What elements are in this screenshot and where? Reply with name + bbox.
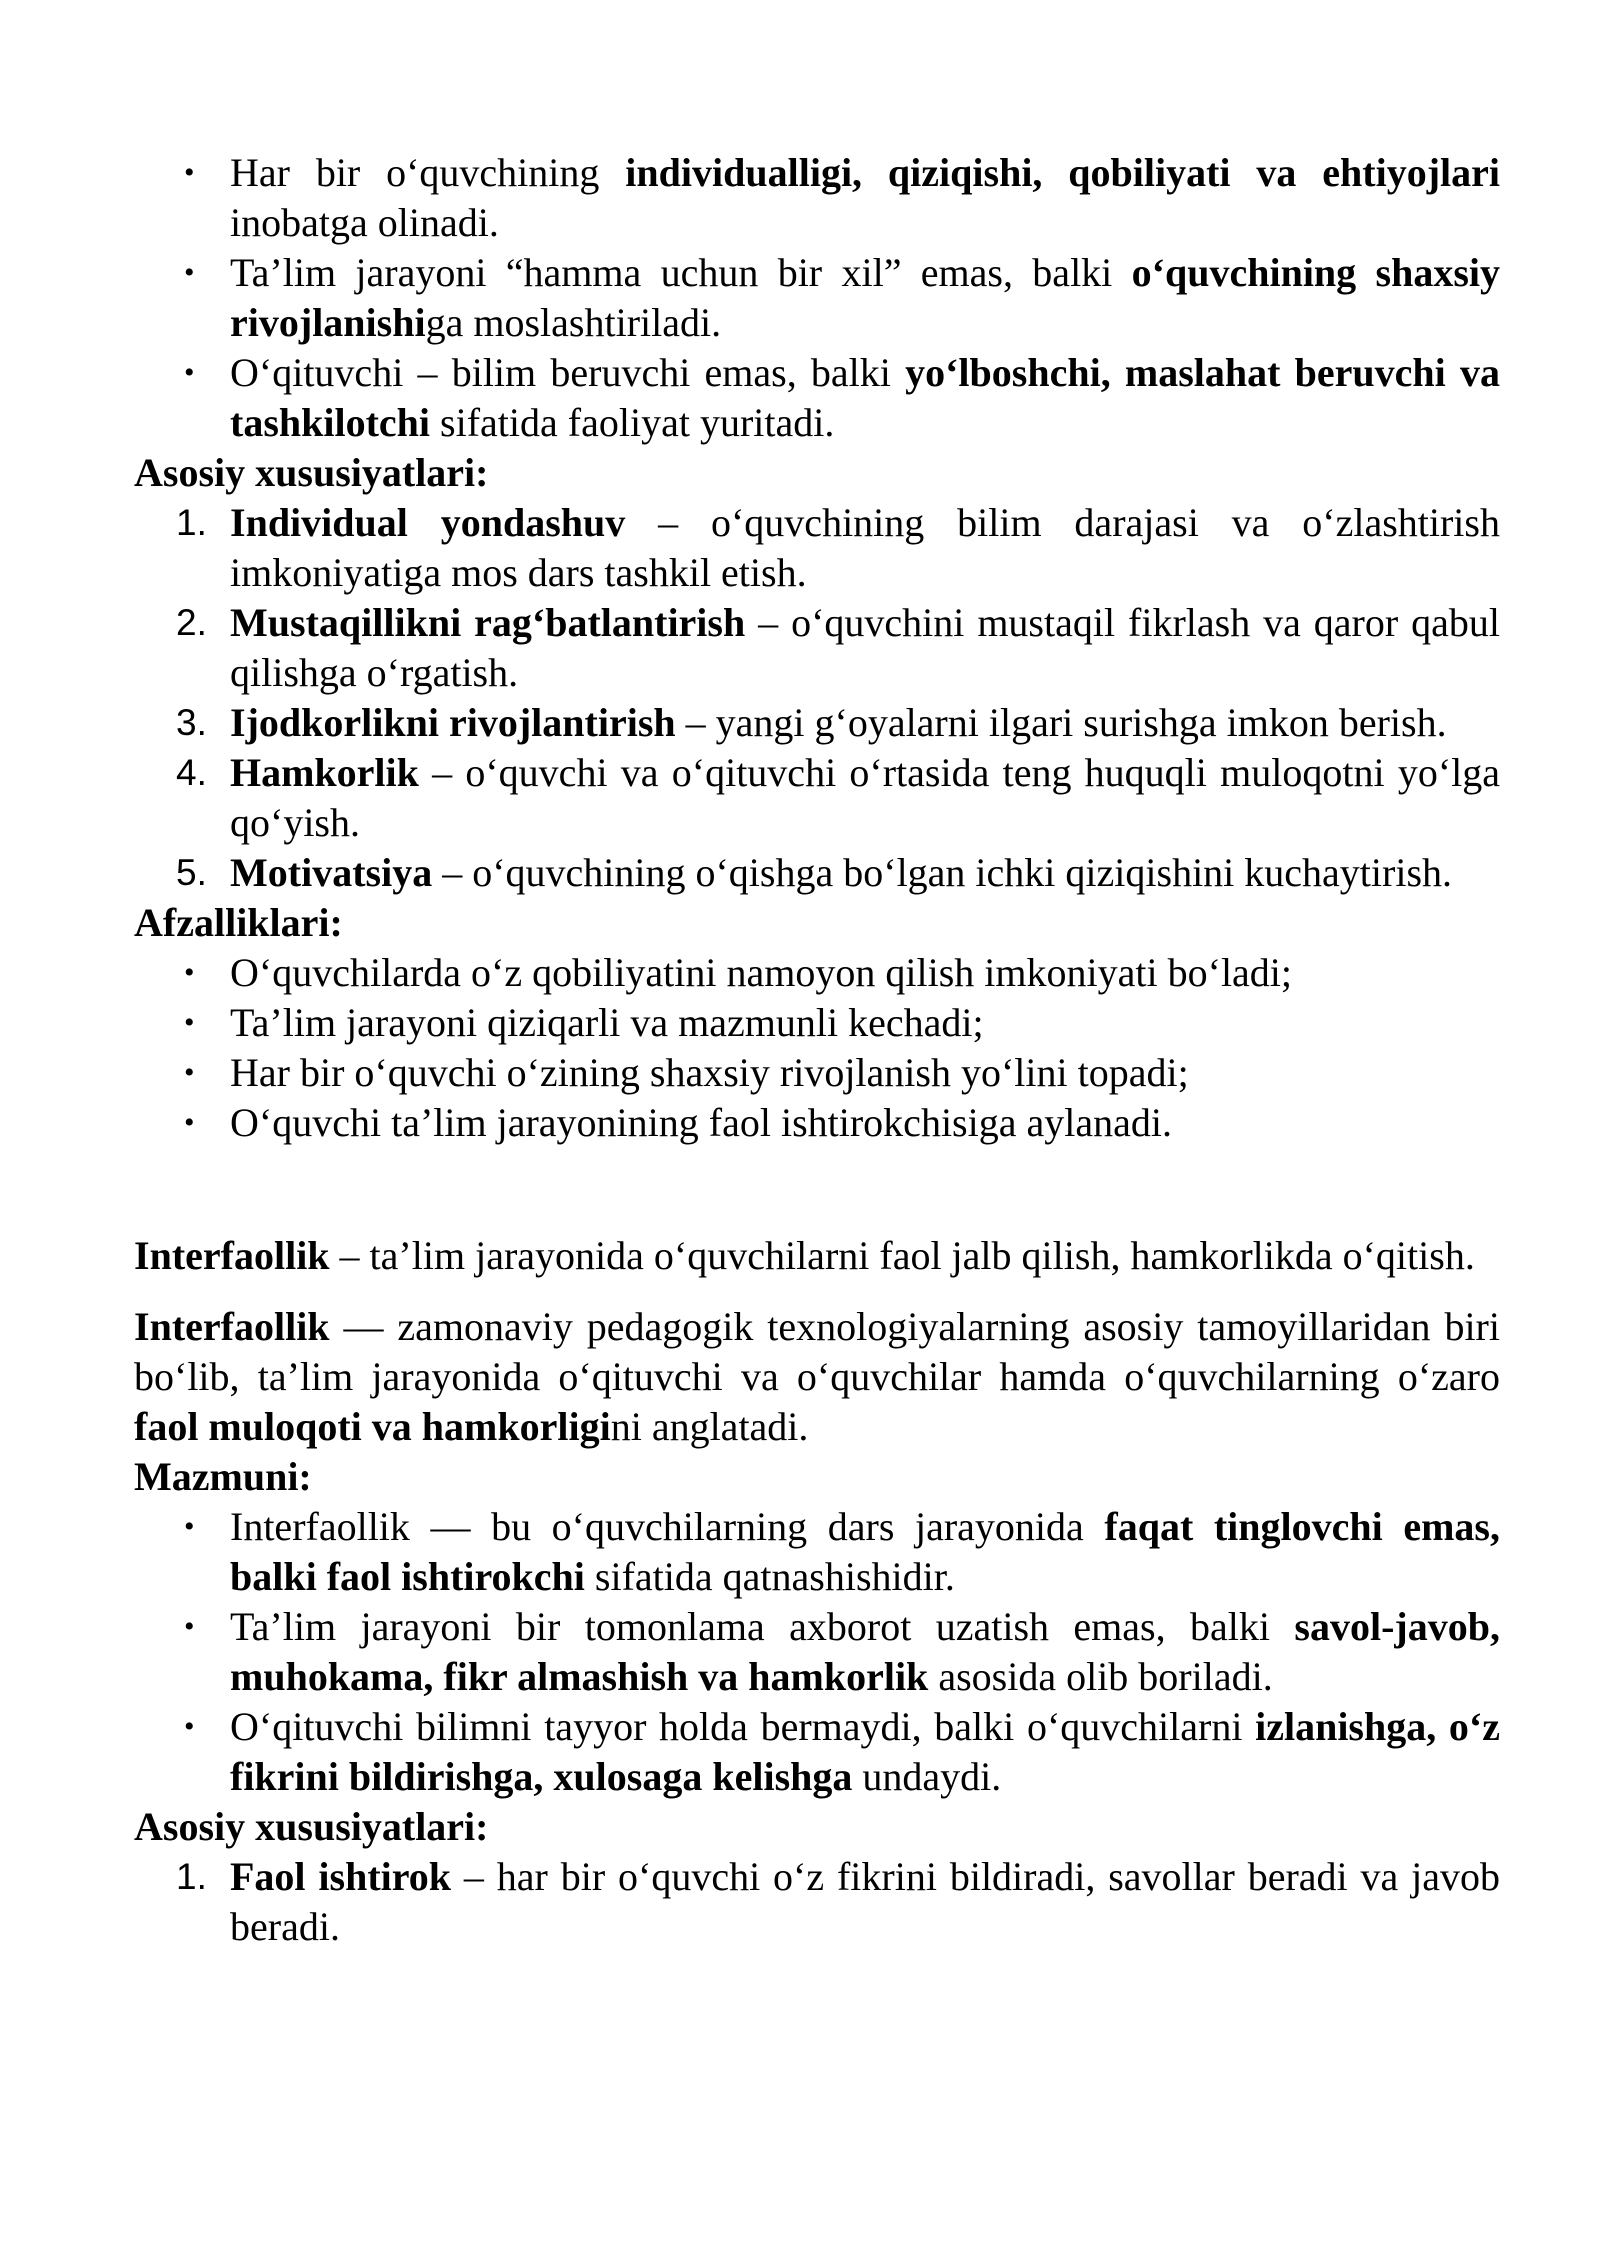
text: sifatida faoliyat yuritadi.: [430, 400, 835, 445]
list-item: • O‘quvchi ta’lim jarayonining faol ishtirokchisiga aylanadi.: [230, 1098, 1500, 1148]
bold-text: Mustaqillikni rag‘batlantirish: [230, 600, 746, 645]
bold-text: individualligi, qiziqishi, qobiliyati va ehtiyojlari: [625, 150, 1500, 195]
text: – o‘quvchining bilim darajasi va o‘zlashtirish imkoniyatiga mos dars tashkil etish.: [230, 500, 1500, 595]
item-number: 1.: [176, 1856, 207, 1897]
list-item: [176, 498, 1500, 598]
bold-text: izlanishga, o‘z fikrini bildirishga, xulosaga kelishga: [230, 1704, 1500, 1799]
text: sifatida qatnashishidir.: [584, 1554, 955, 1599]
list-item: [176, 748, 1500, 848]
bold-text: Motivatsiya: [230, 850, 433, 895]
bold-text: Interfaollik: [134, 1233, 330, 1278]
bold-text: savol-javob, muhokama, fikr almashish va hamkorlik: [230, 1604, 1500, 1699]
bold-text: Interfaollik: [134, 1304, 330, 1349]
list-item: [176, 598, 1500, 698]
bold-text: Ijodkorlikni rivojlantirish: [230, 700, 676, 745]
text: Ta’lim jarayoni “hamma uchun bir xil” emas, balki: [230, 250, 1132, 295]
item-number: 2.: [176, 602, 207, 643]
features-list-2: [176, 1852, 1500, 1952]
text: ga moslashtiriladi.: [425, 300, 722, 345]
list-item: [176, 698, 1500, 748]
list-item: [176, 1852, 1500, 1952]
item-number: 1.: [176, 502, 207, 543]
list-item: [230, 1702, 1500, 1802]
section-spacer: [134, 1148, 1500, 1220]
text: – yangi g‘oyalarni ilgari surishga imkon berish.: [675, 700, 1447, 745]
bold-text: yo‘lboshchi, maslahat beruvchi va tashkilotchi: [230, 350, 1500, 445]
text: – o‘quvchini mustaqil fikrlash va qaror qabul qilishga o‘rgatish.: [230, 600, 1500, 695]
list-item: [230, 148, 1500, 248]
definition-paragraph: [134, 1220, 1500, 1292]
text: – o‘quvchining o‘qishga bo‘lgan ichki qiziqishini kuchaytirish.: [432, 850, 1453, 895]
text: undaydi.: [852, 1754, 1002, 1799]
intro-bullet-list: [230, 148, 1500, 448]
features-heading-2: Asosiy xususiyatlari:: [134, 1804, 489, 1849]
item-number: 4.: [176, 752, 207, 793]
text: – ta’lim jarayonida o‘quvchilarni faol jalb qilish, hamkorlikda o‘qitish.: [329, 1233, 1475, 1278]
list-item: • O‘quvchilarda o‘z qobiliyatini namoyon qilish imkoniyati bo‘ladi;: [230, 948, 1500, 998]
bold-text: faqat tinglovchi emas, balki faol ishtirokchi: [230, 1504, 1500, 1599]
bold-text: Faol ishtirok: [230, 1854, 452, 1899]
text: inobatga olinadi.: [230, 200, 499, 245]
list-item: • Ta’lim jarayoni qiziqarli va mazmunli kechadi;: [230, 998, 1500, 1048]
meaning-list: [230, 1502, 1500, 1802]
advantages-list: [230, 948, 1500, 1148]
list-item: [230, 248, 1500, 348]
text: asosida olib boriladi.: [928, 1654, 1273, 1699]
bold-text: Individual yondashuv: [230, 500, 626, 545]
text: ni anglatadi.: [610, 1404, 809, 1449]
features-heading: Asosiy xususiyatlari:: [134, 450, 489, 495]
list-item: • Har bir o‘quvchi o‘zining shaxsiy rivojlanish yo‘lini topadi;: [230, 1048, 1500, 1098]
text: O‘qituvchi – bilim beruvchi emas, balki: [230, 350, 906, 395]
text: – har bir o‘quvchi o‘z fikrini bildiradi, savollar beradi va javob beradi.: [230, 1854, 1500, 1949]
bold-text: faol muloqoti va hamkorligi: [134, 1404, 611, 1449]
meaning-heading: Mazmuni:: [134, 1454, 312, 1499]
list-item: [176, 848, 1500, 898]
text: Ta’lim jarayoni bir tomonlama axborot uzatish emas, balki: [230, 1604, 1295, 1649]
advantages-heading: Afzalliklari:: [134, 900, 343, 945]
item-number: 3.: [176, 702, 207, 743]
description-paragraph: [134, 1302, 1500, 1452]
features-list: [176, 498, 1500, 898]
text: – o‘quvchi va o‘qituvchi o‘rtasida teng huquqli muloqotni yo‘lga qo‘yish.: [230, 750, 1500, 845]
list-item: [230, 1502, 1500, 1602]
bold-text: Hamkorlik: [230, 750, 419, 795]
list-item: [230, 348, 1500, 448]
text: — zamonaviy pedagogik texnologiyalarning asosiy tamoyillaridan biri bo‘lib, ta’lim jarayonida o‘qituvchi va o‘quvchilar hamda o‘quvchilarning o‘zaro: [134, 1304, 1500, 1399]
text: Har bir o‘quvchining: [230, 150, 626, 195]
list-item: [230, 1602, 1500, 1702]
item-number: 5.: [176, 852, 207, 893]
text: O‘qituvchi bilimni tayyor holda bermaydi, balki o‘quvchilarni: [230, 1704, 1256, 1749]
bold-text: o‘quvchining shaxsiy rivojlanishi: [230, 250, 1501, 345]
text: Interfaollik — bu o‘quvchilarning dars jarayonida: [230, 1504, 1105, 1549]
